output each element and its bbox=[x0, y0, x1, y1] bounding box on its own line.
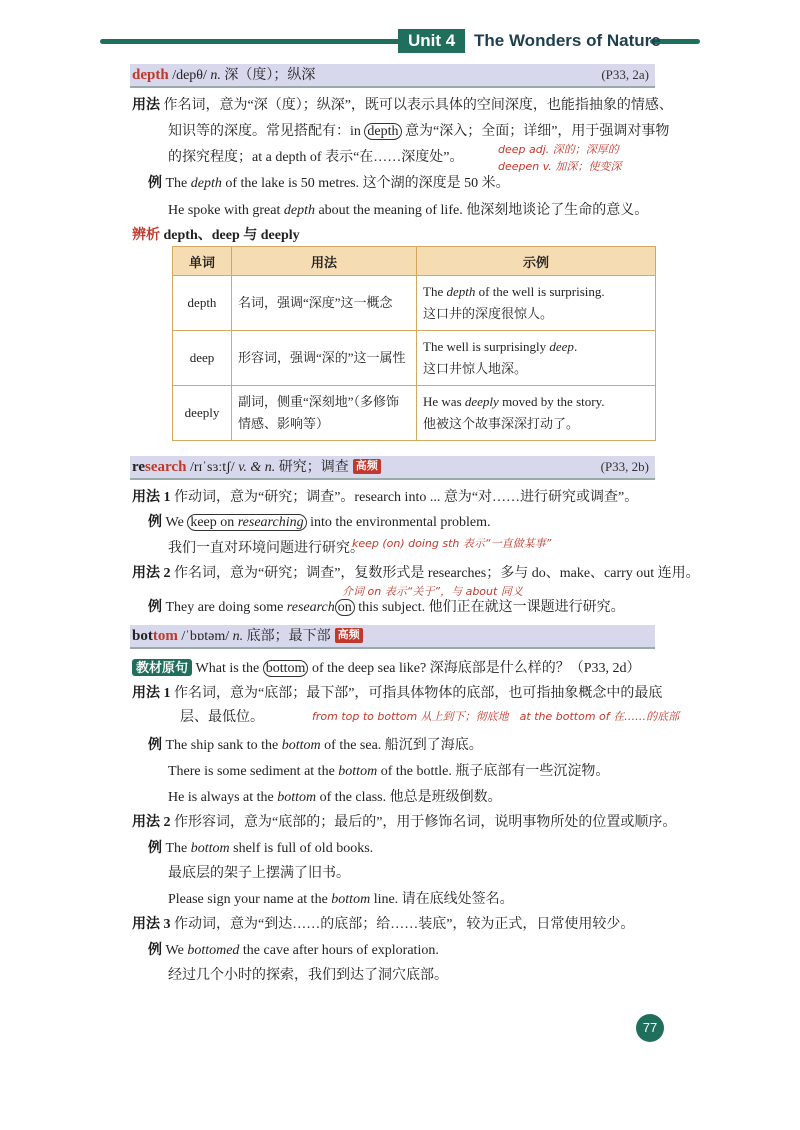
comparison-table bbox=[172, 246, 656, 441]
table-cell-example bbox=[417, 331, 656, 386]
example-label: 例 bbox=[148, 841, 162, 856]
example-text: The bbox=[423, 284, 447, 299]
example-label: 例 bbox=[148, 600, 162, 615]
entry-word-stress: tom bbox=[152, 628, 178, 644]
usage-text: 作名词，意为“研究；调查”，复数形式是 researches；多与 do、make、carry out 连用。 bbox=[174, 566, 700, 581]
usage-line bbox=[132, 684, 662, 704]
example-text: into the environmental problem. bbox=[306, 515, 491, 530]
example-text: this subject. 他们正在就这一课题进行研究。 bbox=[354, 600, 625, 615]
usage-line bbox=[132, 813, 676, 833]
example-keyword: deeply bbox=[464, 394, 499, 409]
example-translation: 他被这个故事深深打动了。 bbox=[423, 416, 580, 431]
example-text: They are doing some bbox=[165, 600, 287, 615]
usage-label: 用法 1 bbox=[132, 490, 171, 505]
example-text: We bbox=[165, 515, 188, 530]
example-keyword: researching bbox=[237, 515, 304, 530]
source-text: What is the bbox=[195, 661, 263, 676]
usage-line bbox=[180, 708, 264, 728]
source-sentence-badge: 教材原句 bbox=[132, 659, 192, 676]
example-text: The bbox=[165, 176, 191, 191]
example-text: of the bottle. 瓶子底部有一些沉淀物。 bbox=[377, 764, 610, 779]
example-text: We bbox=[165, 943, 188, 958]
table-cell-word: depth bbox=[173, 276, 232, 331]
example-keyword: bottom bbox=[190, 841, 230, 856]
table-cell-usage: 名词，强调“深度”这一概念 bbox=[232, 276, 417, 331]
example-translation: 这口井的深度很惊人。 bbox=[423, 306, 554, 321]
usage-text: 的探究程度；at a depth of 表示“在……深度处”。 bbox=[168, 150, 464, 165]
example-text: He was bbox=[423, 394, 465, 409]
usage-text: 作名词，意为“深（度）；纵深”，既可以表示具体的空间深度，也能指抽象的情感、 bbox=[163, 98, 673, 113]
example-keyword: deep bbox=[549, 339, 574, 354]
example-keyword: depth bbox=[283, 203, 315, 218]
source-text: of the deep sea like? 深海底部是什么样的？（P33, 2d） bbox=[308, 661, 641, 676]
analysis-line bbox=[132, 226, 300, 246]
circled-word: depth bbox=[364, 123, 401, 140]
example-text: about the meaning of life. 他深刻地谈论了生命的意义。 bbox=[314, 203, 649, 218]
example-keyword: depth bbox=[446, 284, 476, 299]
phonetic: /depθ/ bbox=[168, 68, 211, 83]
example-translation: 最底层的架子上摆满了旧书。 bbox=[168, 866, 350, 881]
example-line bbox=[168, 864, 350, 884]
table-row bbox=[173, 276, 656, 331]
example-keyword: bottomed bbox=[187, 943, 240, 958]
unit-title: The Wonders of Nature bbox=[474, 31, 661, 50]
handwritten-note: deep adj. 深的；深厚的 bbox=[498, 143, 619, 156]
example-keyword: bottom bbox=[331, 892, 371, 907]
table-header: 示例 bbox=[417, 247, 656, 276]
phonetic: /ˈbɒtəm/ bbox=[177, 629, 233, 644]
part-of-speech: n. bbox=[210, 68, 221, 83]
usage-text: 作形容词，意为“底部的；最后的”，用于修饰名词，说明事物所处的位置或顺序。 bbox=[174, 815, 677, 830]
entry-meaning: 研究；调查 bbox=[275, 460, 349, 475]
example-text: Please sign your name at the bbox=[168, 892, 332, 907]
example-text: The well is surprisingly bbox=[423, 339, 550, 354]
table-cell-example bbox=[417, 276, 656, 331]
usage-line bbox=[132, 488, 638, 508]
usage-line bbox=[168, 122, 669, 142]
usage-text: 知识等的深度。常见搭配有：in bbox=[168, 124, 365, 139]
usage-text: 作名词，意为“底部；最下部”，可指具体物体的底部，也可指抽象概念中的最底 bbox=[174, 686, 663, 701]
example-line bbox=[168, 201, 648, 221]
example-keyword: bottom bbox=[281, 738, 321, 753]
entry-word: depth bbox=[132, 67, 169, 83]
circled-word: bottom bbox=[263, 660, 309, 677]
table-row bbox=[173, 386, 656, 441]
usage-text: 作动词，意为“到达……的底部；给……装底”，较为正式，日常使用较少。 bbox=[174, 917, 635, 932]
table-cell-word: deeply bbox=[173, 386, 232, 441]
example-label: 例 bbox=[148, 515, 162, 530]
entry-meaning: 底部；最下部 bbox=[243, 629, 331, 644]
example-line bbox=[168, 539, 364, 559]
example-translation: 我们一直对环境问题进行研究。 bbox=[168, 541, 364, 556]
handwritten-note: keep (on) doing sth 表示“一直做某事” bbox=[352, 537, 552, 550]
example-line bbox=[168, 788, 502, 808]
example-text: the cave after hours of exploration. bbox=[239, 943, 439, 958]
phonetic: /rɪˈsɜːtʃ/ bbox=[186, 460, 239, 475]
example-keyword: bottom bbox=[277, 790, 317, 805]
page-number: 77 bbox=[636, 1014, 664, 1042]
entry-word-prefix: bot bbox=[132, 628, 153, 644]
example-line bbox=[148, 736, 483, 756]
example-text: shelf is full of old books. bbox=[229, 841, 374, 856]
high-frequency-badge: 高频 bbox=[335, 628, 363, 643]
entry-bar-bottom bbox=[130, 625, 655, 649]
analysis-title: depth、deep 与 deeply bbox=[163, 228, 300, 243]
page-reference: (P33, 2b) bbox=[600, 459, 649, 474]
example-keyword: bottom bbox=[338, 764, 378, 779]
usage-label: 用法 3 bbox=[132, 917, 171, 932]
example-text: line. 请在底线处签名。 bbox=[370, 892, 514, 907]
example-text: The ship sank to the bbox=[165, 738, 282, 753]
example-text: of the sea. 船沉到了海底。 bbox=[320, 738, 483, 753]
example-keyword: depth bbox=[190, 176, 222, 191]
example-line bbox=[168, 890, 514, 910]
example-text: moved by the story. bbox=[498, 394, 605, 409]
example-text: He is always at the bbox=[168, 790, 278, 805]
table-cell-example bbox=[417, 386, 656, 441]
table-header: 单词 bbox=[173, 247, 232, 276]
example-text: keep on bbox=[190, 515, 238, 530]
entry-word-prefix: re bbox=[132, 459, 146, 475]
example-translation: 这口井惊人地深。 bbox=[423, 361, 528, 376]
example-line bbox=[148, 598, 625, 618]
example-text: of the class. 他总是班级倒数。 bbox=[316, 790, 502, 805]
handwritten-note: deepen v. 加深；使变深 bbox=[498, 160, 622, 173]
circled-phrase bbox=[187, 514, 306, 531]
table-cell-word: deep bbox=[173, 331, 232, 386]
example-text: of the well is surprising. bbox=[475, 284, 605, 299]
example-line bbox=[148, 941, 439, 961]
example-text: The bbox=[165, 841, 191, 856]
example-keyword: research bbox=[286, 600, 335, 615]
part-of-speech: n. bbox=[232, 629, 244, 644]
example-line bbox=[148, 174, 510, 194]
entry-word-line bbox=[132, 456, 381, 479]
usage-text: 层、最低位。 bbox=[180, 710, 264, 725]
usage-line bbox=[132, 564, 700, 584]
example-text: of the lake is 50 metres. 这个湖的深度是 50 米。 bbox=[221, 176, 510, 191]
example-line bbox=[168, 762, 609, 782]
example-text: He spoke with great bbox=[168, 203, 284, 218]
source-sentence-line bbox=[132, 658, 641, 679]
high-frequency-badge: 高频 bbox=[353, 459, 381, 474]
page-reference: (P33, 2a) bbox=[601, 67, 649, 82]
example-text: There is some sediment at the bbox=[168, 764, 339, 779]
usage-label: 用法 2 bbox=[132, 566, 171, 581]
example-line bbox=[168, 966, 448, 986]
table-header: 用法 bbox=[232, 247, 417, 276]
usage-line bbox=[132, 915, 634, 935]
entry-meaning: 深（度）；纵深 bbox=[220, 68, 316, 83]
entry-bar-depth bbox=[130, 64, 655, 88]
header-rule-left bbox=[100, 39, 400, 44]
table-header-row bbox=[173, 247, 656, 276]
usage-line bbox=[132, 96, 673, 116]
example-label: 例 bbox=[148, 738, 162, 753]
example-text: . bbox=[573, 339, 578, 354]
usage-text: 作动词，意为“研究；调查”。research into ... 意为“对……进行研究或调查”。 bbox=[174, 490, 639, 505]
entry-word-line bbox=[132, 64, 315, 87]
entry-word-stress: search bbox=[145, 459, 187, 475]
usage-line bbox=[168, 148, 464, 168]
usage-text: 意为“深入；全面；详细”，用于强调对事物 bbox=[401, 124, 670, 139]
entry-bar-research bbox=[130, 456, 655, 480]
example-line bbox=[148, 839, 373, 859]
handwritten-note: 介词 on 表示“关于”，与 about 同义 bbox=[342, 585, 523, 598]
part-of-speech: v. & n. bbox=[238, 460, 276, 475]
unit-badge: Unit 4 bbox=[398, 29, 465, 53]
analysis-label: 辨析 bbox=[132, 228, 160, 243]
example-label: 例 bbox=[148, 943, 162, 958]
example-label: 例 bbox=[148, 176, 162, 191]
table-row bbox=[173, 331, 656, 386]
circled-word: on bbox=[335, 599, 355, 616]
table-cell-usage: 副词，侧重“深刻地”（多修饰情感、影响等） bbox=[232, 386, 417, 441]
usage-label: 用法 bbox=[132, 98, 160, 113]
example-translation: 经过几个小时的探索，我们到达了洞穴底部。 bbox=[168, 968, 448, 983]
handwritten-note: from top to bottom 从上到下；彻底地 at the bottom of 在……的底部 bbox=[312, 710, 680, 723]
table-cell-usage: 形容词，强调“深的”这一属性 bbox=[232, 331, 417, 386]
usage-label: 用法 1 bbox=[132, 686, 171, 701]
example-line bbox=[148, 513, 491, 533]
entry-word-line bbox=[132, 625, 363, 648]
usage-label: 用法 2 bbox=[132, 815, 171, 830]
